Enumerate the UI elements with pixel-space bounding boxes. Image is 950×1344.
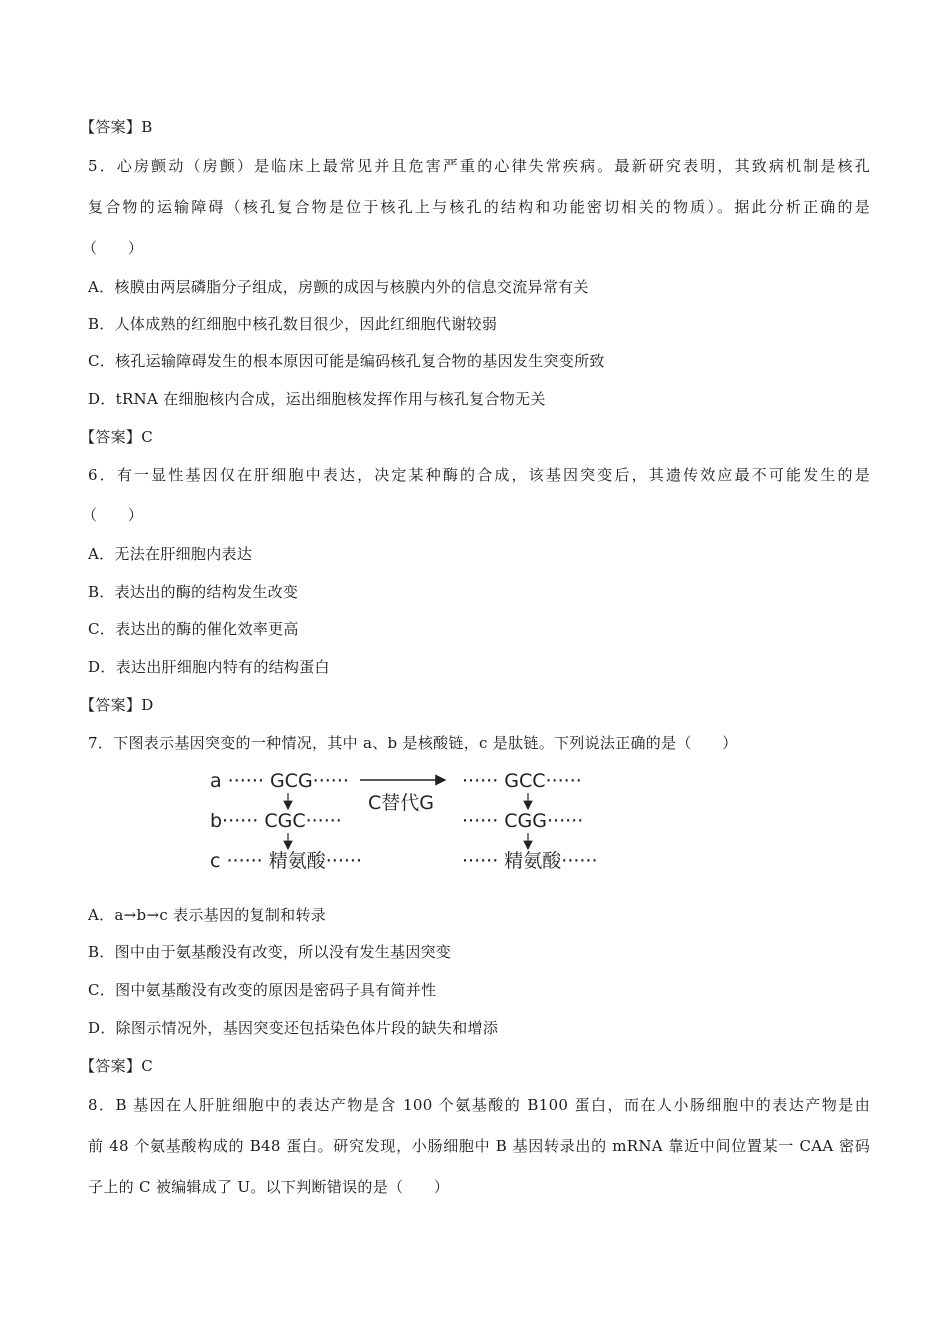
- q5-option-c: C．核孔运输障碍发生的根本原因可能是编码核孔复合物的基因发生突变所致: [88, 352, 605, 370]
- q7-answer: 【答案】C: [80, 1057, 153, 1075]
- q5-answer: 【答案】C: [80, 428, 153, 446]
- mutation-diagram: [210, 765, 610, 880]
- q6-option-c: C．表达出的酶的催化效率更高: [88, 620, 299, 638]
- q8-stem-line2: 前 48 个氨基酸构成的 B48 蛋白。研究发现，小肠细胞中 B 基因转录出的 mRNA 靠近中间位置某一 CAA 密码: [88, 1137, 870, 1155]
- q6-option-d: D．表达出肝细胞内特有的结构蛋白: [88, 658, 330, 676]
- q5-option-d: D．tRNA 在细胞核内合成，运出细胞核发挥作用与核孔复合物无关: [88, 390, 546, 408]
- q7-option-b: B．图中由于氨基酸没有改变，所以没有发生基因突变: [88, 943, 452, 961]
- q5-stem-line3: （ ）: [82, 239, 144, 257]
- q6-answer: 【答案】D: [80, 696, 154, 714]
- q5-option-b: B．人体成熟的红细胞中核孔数目很少，因此红细胞代谢较弱: [88, 315, 498, 333]
- right-peptide-c: ······ 精氨酸······: [462, 850, 598, 872]
- q7-option-d: D．除图示情况外，基因突变还包括染色体片段的缺失和增添: [88, 1019, 499, 1037]
- q6-stem-line1: 6．有一显性基因仅在肝细胞中表达，决定某种酶的合成，该基因突变后，其遗传效应最不可能发生的是: [88, 466, 870, 484]
- q5-stem-line2: 复合物的运输障碍（核孔复合物是位于核孔上与核孔的结构和功能密切相关的物质）。据此分析正确的是: [88, 198, 870, 216]
- right-strand-b: ······ CGG······: [462, 810, 584, 832]
- q8-stem-line1: 8．B 基因在人肝脏细胞中的表达产物是含 100 个氨基酸的 B100 蛋白，而在人小肠细胞中的表达产物是由: [88, 1096, 870, 1114]
- q7-stem: 7．下图表示基因突变的一种情况，其中 a、b 是核酸链，c 是肽链。下列说法正确的是（ ）: [88, 734, 738, 752]
- q6-stem-line2: （ ）: [82, 506, 144, 524]
- q7-option-a: A．a→b→c 表示基因的复制和转录: [88, 906, 327, 924]
- left-peptide-c: c ······ 精氨酸······: [210, 850, 363, 872]
- mutation-diagram-svg: [210, 765, 610, 880]
- right-strand-a: ······ GCC······: [462, 770, 582, 792]
- q5-stem-line1: 5．心房颤动（房颤）是临床上最常见并且危害严重的心律失常疾病。最新研究表明，其致病机制是核孔: [88, 157, 870, 175]
- q6-option-b: B．表达出的酶的结构发生改变: [88, 583, 299, 601]
- q4-answer: 【答案】B: [80, 118, 153, 136]
- substitution-label: C替代G: [368, 792, 434, 814]
- q8-stem-line3: 子上的 C 被编辑成了 U。以下判断错误的是（ ）: [88, 1178, 450, 1196]
- q6-option-a: A．无法在肝细胞内表达: [88, 545, 253, 563]
- q5-option-a: A．核膜由两层磷脂分子组成，房颤的成因与核膜内外的信息交流异常有关: [88, 278, 589, 296]
- left-strand-a: a ······ GCG······: [210, 770, 349, 792]
- left-strand-b: b······ CGC······: [210, 810, 342, 832]
- q7-option-c: C．图中氨基酸没有改变的原因是密码子具有简并性: [88, 981, 437, 999]
